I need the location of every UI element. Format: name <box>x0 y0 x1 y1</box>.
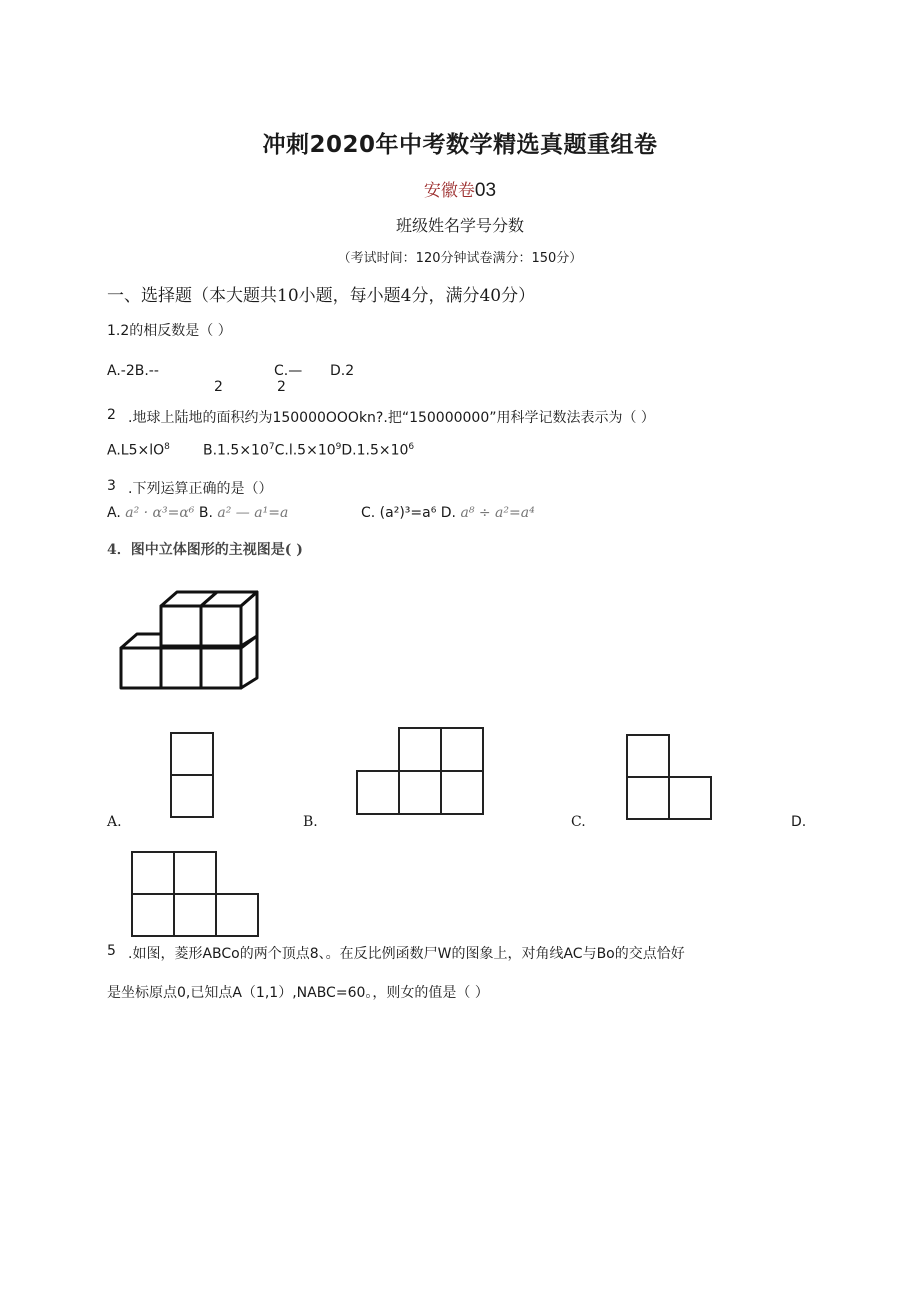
q2-option-a-base: A.L5×lO <box>107 442 165 459</box>
student-info-line: 班级姓名学号分数 <box>395 216 524 235</box>
q4-option-a-figure <box>168 730 216 820</box>
exam-time-line: （考试时间：120分钟试卷满分：150分） <box>337 251 583 266</box>
q4-option-d-label: D. <box>791 814 807 830</box>
q2-number: 2 <box>107 407 116 423</box>
q1-option-ab: A.-2B.-- <box>107 363 159 379</box>
q2-option-a <box>107 442 170 459</box>
q3-stem: .下列运算正确的是（） <box>128 481 273 497</box>
q2-option-a-exponent: 8 <box>164 442 170 452</box>
section-heading: 一、选择题（本大题共10小题，每小题4分，满分40分） <box>107 286 536 306</box>
q5-number: 5 <box>107 943 116 959</box>
q3-number: 3 <box>107 478 116 494</box>
q2-option-b-exponent: 7 <box>268 442 275 452</box>
q2-option-d-base: D.1.5×10 <box>341 442 409 459</box>
q2-option-b-base: B.1.5×10 <box>203 442 269 459</box>
q3-option-b-expression: a² — a¹=a <box>217 505 289 521</box>
q2-option-c-base: C.l.5×10 <box>274 442 336 459</box>
q1-option-d: D.2 <box>330 363 355 379</box>
q5-line2: 是坐标原点0,已知点A（1,1）,NABC=60。，则女的值是（ ） <box>107 985 489 1001</box>
exam-subtitle <box>0 176 920 202</box>
q1-option-b-denominator: 2 <box>214 379 223 395</box>
q2-option-d-exponent: 6 <box>408 442 415 452</box>
exam-title: 冲刺2020年中考数学精选真题重组卷 <box>262 132 658 158</box>
q3-option-d-expression: a⁸ ÷ a²=a⁴ <box>460 505 535 521</box>
q4-option-b-figure <box>354 725 486 817</box>
q3-option-a-expression: a² · α³=α⁶ <box>125 505 195 521</box>
q3-option-b-label: B. <box>198 505 213 521</box>
q3-option-ab <box>107 505 288 521</box>
q4-stem: 4．图中立体图形的主视图是( ) <box>107 542 303 558</box>
q2-option-c-exponent: 9 <box>335 442 342 452</box>
q3-option-c: C. (a²)³=a⁶ <box>361 505 437 521</box>
q1-stem: 1.2的相反数是（ ） <box>107 323 232 339</box>
q1-option-c-denominator: 2 <box>277 379 286 395</box>
exam-subtitle-number: 03 <box>474 180 497 201</box>
q3-option-d-label: D. <box>440 505 457 521</box>
q4-option-d-figure <box>129 849 261 939</box>
q4-option-b-label: B. <box>303 814 318 830</box>
q2-stem: .地球上陆地的面积约为150000OOOkn?.把“150000000”用科学记数法表示为（ ） <box>128 410 655 426</box>
q4-option-c-label: C. <box>571 814 586 830</box>
exam-subtitle-text: 安徽卷 <box>423 181 475 201</box>
q4-option-a-label: A. <box>107 814 122 830</box>
q3-option-a-label: A. <box>107 505 121 521</box>
q2-option-bcd <box>203 442 414 459</box>
q4-option-c-figure <box>624 732 714 822</box>
q4-solid-figure <box>110 588 270 698</box>
q5-line1: .如图，菱形ABCo的两个顶点8、。在反比例函数尸W的图象上，对角线AC与Bo的交点恰好 <box>128 946 685 962</box>
q3-option-cd <box>361 505 535 521</box>
q1-option-c: C.— <box>274 363 303 379</box>
